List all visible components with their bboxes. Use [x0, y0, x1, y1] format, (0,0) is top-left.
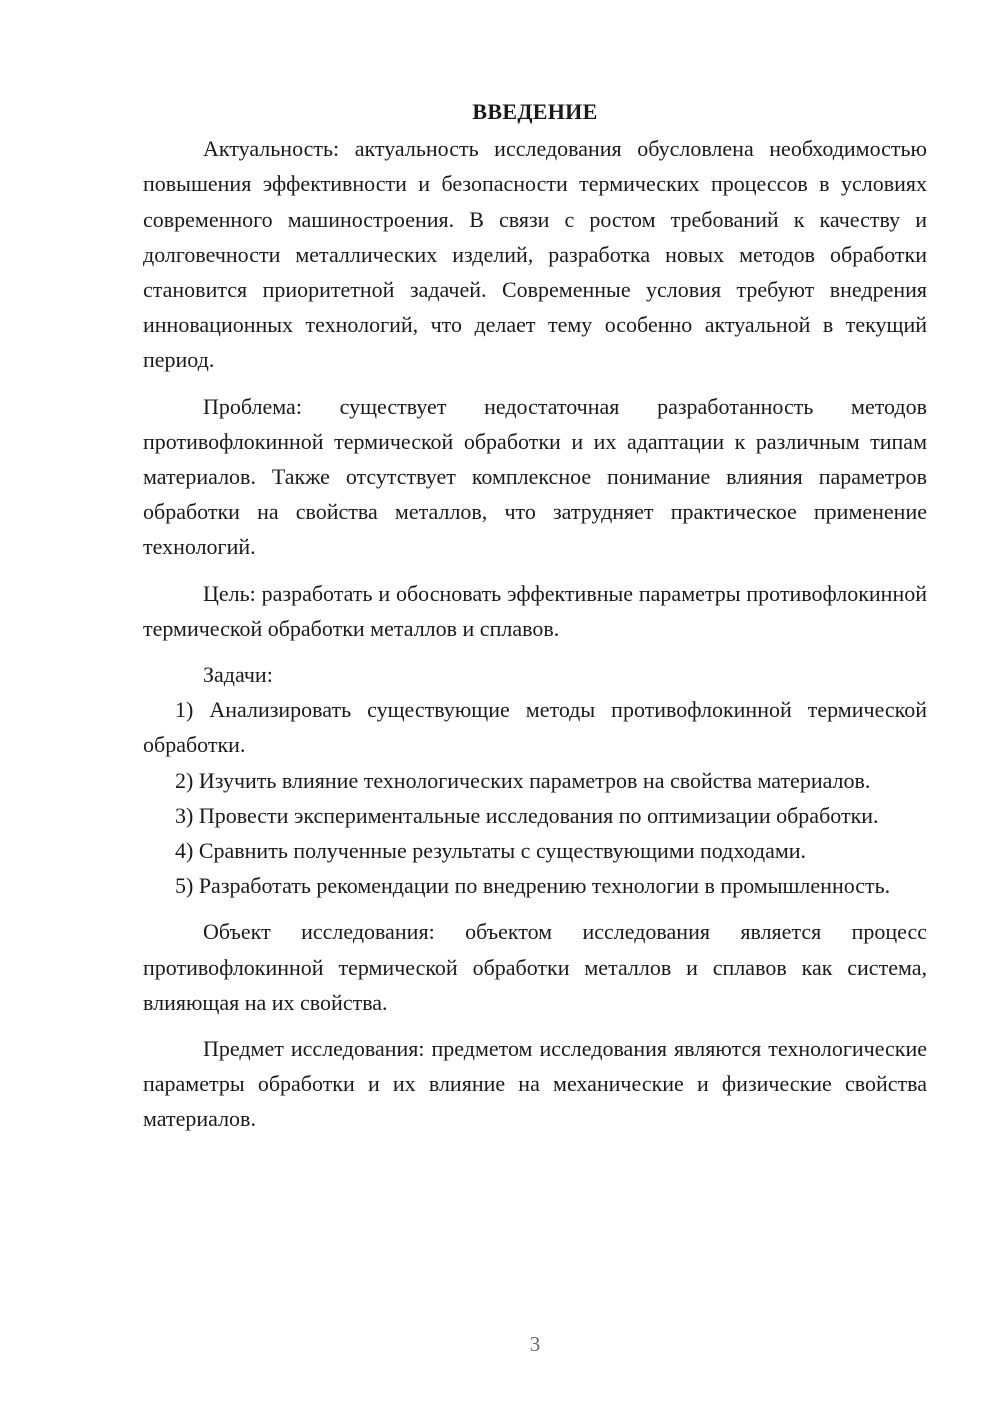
object-paragraph: Объект исследования: объектом исследования является процесс противофлокинной термической обработки металлов и сплавов как система, влияющая на их свойства. [143, 919, 927, 1015]
task-item: 2) Изучить влияние технологических параметров на свойства материалов. [175, 767, 871, 793]
section-title: ВВЕДЕНИЕ [472, 99, 598, 124]
tasks-heading: Задачи: [203, 662, 273, 688]
task-item: 4) Сравнить полученные результаты с существующими подходами. [175, 838, 807, 864]
subject-paragraph: Предмет исследования: предметом исследования являются технологические параметры обработки и их влияние на механические и физические свойства материалов. [143, 1036, 927, 1132]
relevance-paragraph: Актуальность: актуальность исследования обусловлена необходимостью повышения эффективности и безопасности термических процессов в условиях современного машиностроения. В связи с ростом требований к качеству и долговечности металлических изделий, разработка новых методов обработки становится приоритетной задачей. Современные условия требуют внедрения инновационных технологий, что делает тему особенно актуальной в текущий период. [143, 136, 927, 373]
problem-paragraph: Проблема: существует недостаточная разработанность методов противофлокинной термической обработки и их адаптации к различным типам материалов. Также отсутствует комплексное понимание влияния параметров обработки на свойства металлов, что затрудняет практическое применение технологий. [143, 393, 927, 560]
task-item: 1) Анализировать существующие методы противофлокинной термической обработки. [143, 697, 927, 758]
goal-paragraph: Цель: разработать и обосновать эффективные параметры противофлокинной термической обработки металлов и сплавов. [143, 580, 927, 641]
task-item: 5) Разработать рекомендации по внедрению технологии в промышленность. [175, 873, 891, 899]
document-page [143, 94, 927, 1137]
task-item: 3) Провести экспериментальные исследования по оптимизации обработки. [175, 802, 879, 828]
page-number: 3 [529, 1332, 541, 1356]
